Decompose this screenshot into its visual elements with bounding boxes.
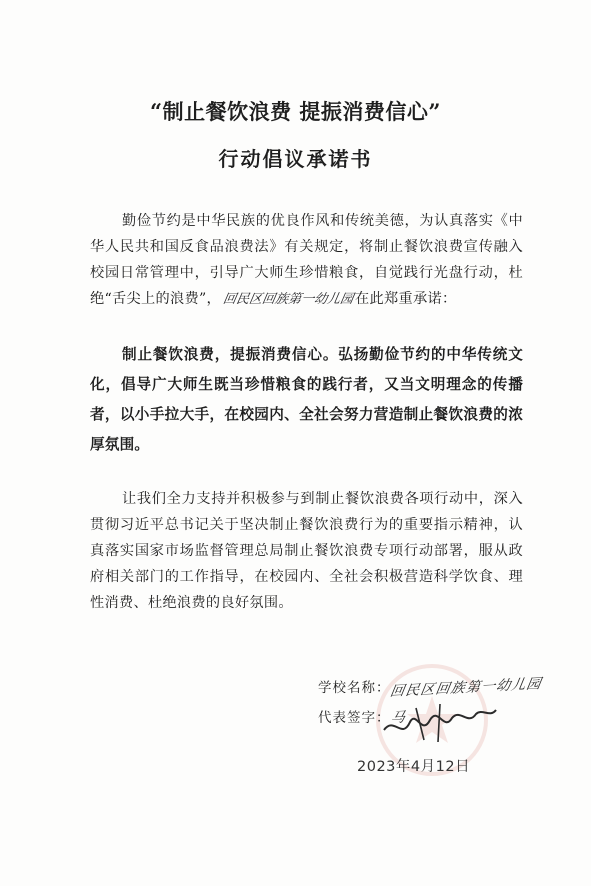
school-name-handwritten: 回民区回族第一幼儿园 [388, 676, 543, 700]
document-date: 2023年4月12日 [357, 759, 471, 775]
school-name-label: 学校名称： [318, 680, 391, 696]
intro-text: 勤俭节约是中华民族的优良作风和传统美德，为认真落实《中华人民共和国反食品浪费法》有关规定，将制止餐饮浪费宣传融入校园日常管理中，引导广大师生珍惜粮食，自觉践行光盘行动，杜绝“舌尖上的浪费”， [90, 213, 523, 307]
document-title: “制止餐饮浪费 提振消费信心” [150, 99, 441, 124]
paragraph-intro [90, 208, 523, 313]
school-name-line [318, 676, 543, 700]
representative-label: 代表签字： [318, 710, 391, 726]
handwritten-school-name: 回民区回族第一幼儿园 [221, 292, 355, 307]
paragraph-appeal: 让我们全力支持并积极参与到制止餐饮浪费各项行动中，深入贯彻习近平总书记关于坚决制止餐饮浪费行为的重要指示精神，认真落实国家市场监督管理总局制止餐饮浪费专项行动部署，服从政府相关部门的工作指导，在校园内、全社会积极营造科学饮食、理性消费、杜绝浪费的良好氛围。 [90, 491, 523, 611]
representative-signature-text: 马 [388, 709, 407, 727]
handwritten-signature [380, 696, 500, 756]
document-subtitle: 行动倡议承诺书 [218, 147, 373, 171]
paragraph-commitment: 制止餐饮浪费，提振消费信心。弘扬勤俭节约的中华传统文化，倡导广大师生既当珍惜粮食的践行者，又当文明理念的传播者，以小手拉大手，在校园内、全社会努力营造制止餐饮浪费的浓厚氛围。 [90, 346, 523, 453]
intro-text-end: 在此郑重承诺： [355, 291, 457, 307]
